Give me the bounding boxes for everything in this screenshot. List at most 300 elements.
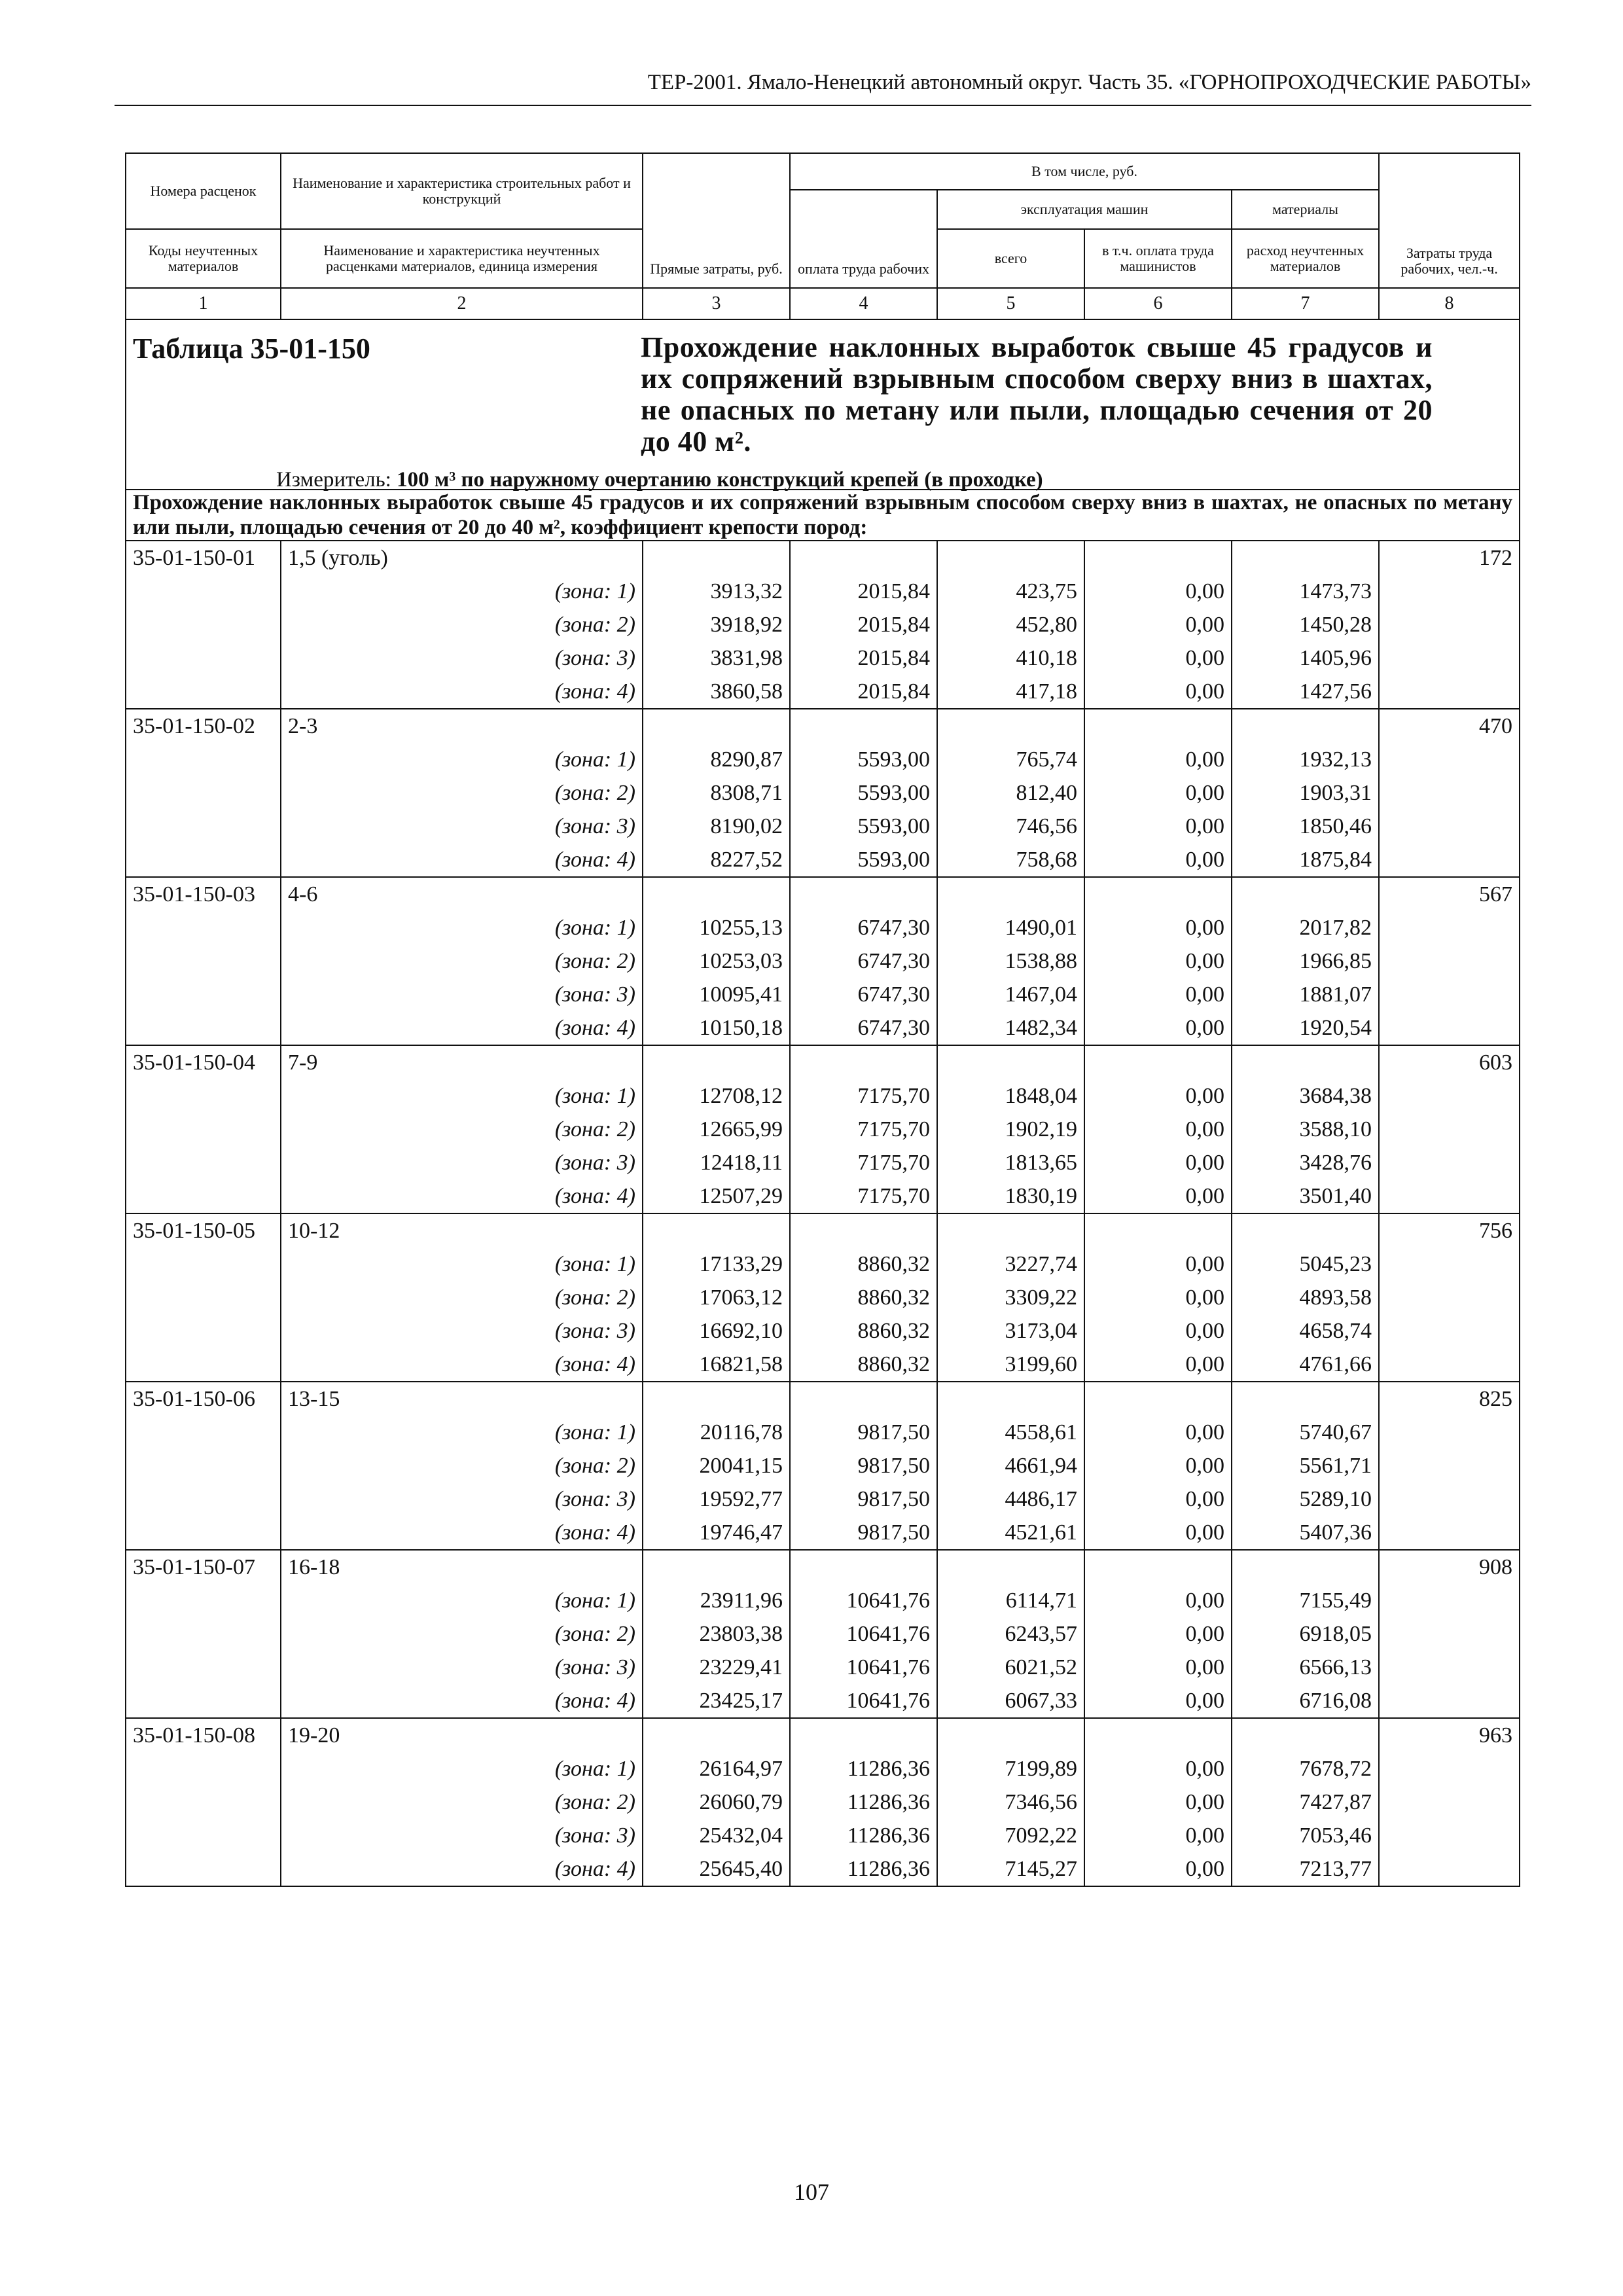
empty-cell — [1232, 1382, 1379, 1416]
zone-row — [126, 776, 1520, 810]
machines-total: 1538,88 — [937, 944, 1084, 978]
empty-cell — [1379, 575, 1520, 608]
materials-cost: 1920,54 — [1232, 1011, 1379, 1045]
empty-cell — [126, 1281, 281, 1314]
machinist-wages: 0,00 — [1084, 911, 1232, 944]
labor-hours: 825 — [1379, 1382, 1520, 1416]
empty-cell — [126, 1482, 281, 1516]
zone-label: (зона: 4) — [281, 843, 643, 877]
unaccounted-materials-header: расход неучтенных материалов — [1232, 229, 1379, 288]
zone-label: (зона: 2) — [281, 1281, 643, 1314]
materials-cost: 5045,23 — [1232, 1247, 1379, 1281]
empty-cell — [1379, 743, 1520, 776]
labor-hours: 756 — [1379, 1213, 1520, 1247]
machines-total: 746,56 — [937, 810, 1084, 843]
empty-cell — [1084, 1045, 1232, 1079]
empty-cell — [1379, 944, 1520, 978]
zone-row — [126, 675, 1520, 709]
machinist-wages: 0,00 — [1084, 1449, 1232, 1482]
machines-total: 4486,17 — [937, 1482, 1084, 1516]
column-number: 3 — [643, 288, 790, 319]
worker-wages: 11286,36 — [790, 1852, 937, 1886]
machinist-wages: 0,00 — [1084, 1684, 1232, 1718]
empty-cell — [1379, 843, 1520, 877]
zone-row — [126, 1617, 1520, 1651]
zone-row — [126, 1752, 1520, 1785]
worker-wages: 9817,50 — [790, 1482, 937, 1516]
machinist-wages: 0,00 — [1084, 978, 1232, 1011]
materials-cost: 3501,40 — [1232, 1179, 1379, 1213]
labor-hours: 172 — [1379, 541, 1520, 575]
empty-cell — [790, 1382, 937, 1416]
empty-cell — [126, 944, 281, 978]
materials-cost: 6918,05 — [1232, 1617, 1379, 1651]
rate-row — [126, 877, 1520, 911]
materials-cost: 4658,74 — [1232, 1314, 1379, 1348]
worker-wages: 7175,70 — [790, 1179, 937, 1213]
direct-cost: 23911,96 — [643, 1584, 790, 1617]
zone-row — [126, 843, 1520, 877]
zone-label: (зона: 2) — [281, 776, 643, 810]
direct-cost: 10255,13 — [643, 911, 790, 944]
direct-cost: 8290,87 — [643, 743, 790, 776]
direct-cost: 20116,78 — [643, 1416, 790, 1449]
worker-wages: 9817,50 — [790, 1416, 937, 1449]
machines-total: 1482,34 — [937, 1011, 1084, 1045]
rate-code: 35-01-150-03 — [126, 877, 281, 911]
empty-cell — [126, 1113, 281, 1146]
machinist-wages: 0,00 — [1084, 1819, 1232, 1852]
zone-label: (зона: 3) — [281, 641, 643, 675]
rate-code: 35-01-150-05 — [126, 1213, 281, 1247]
machinist-wages: 0,00 — [1084, 675, 1232, 709]
empty-cell — [643, 877, 790, 911]
empty-cell — [1379, 1684, 1520, 1718]
empty-cell — [1084, 541, 1232, 575]
empty-cell — [1232, 1550, 1379, 1584]
empty-cell — [937, 541, 1084, 575]
machines-total: 6021,52 — [937, 1651, 1084, 1684]
materials-cost: 1903,31 — [1232, 776, 1379, 810]
zone-label: (зона: 2) — [281, 1785, 643, 1819]
zone-row — [126, 1113, 1520, 1146]
worker-wages: 2015,84 — [790, 675, 937, 709]
rate-name: 16-18 — [281, 1550, 643, 1584]
empty-cell — [790, 877, 937, 911]
direct-cost: 16821,58 — [643, 1348, 790, 1382]
materials-cost: 1450,28 — [1232, 608, 1379, 641]
empty-cell — [126, 743, 281, 776]
column-number: 8 — [1379, 288, 1520, 319]
machinist-wages: 0,00 — [1084, 776, 1232, 810]
worker-wages: 5593,00 — [790, 843, 937, 877]
empty-cell — [1379, 1819, 1520, 1852]
zone-row — [126, 641, 1520, 675]
empty-cell — [126, 675, 281, 709]
direct-cost: 12507,29 — [643, 1179, 790, 1213]
worker-wages: 8860,32 — [790, 1281, 937, 1314]
materials-cost: 7213,77 — [1232, 1852, 1379, 1886]
empty-cell — [937, 709, 1084, 743]
materials-cost: 3428,76 — [1232, 1146, 1379, 1179]
zone-row — [126, 978, 1520, 1011]
empty-cell — [1379, 1584, 1520, 1617]
machines-total: 7199,89 — [937, 1752, 1084, 1785]
zone-row — [126, 911, 1520, 944]
rate-name: 10-12 — [281, 1213, 643, 1247]
column-number: 6 — [1084, 288, 1232, 319]
zone-label: (зона: 3) — [281, 1819, 643, 1852]
empty-cell — [126, 1179, 281, 1213]
zone-row — [126, 1852, 1520, 1886]
machinist-wages: 0,00 — [1084, 608, 1232, 641]
machinist-wages: 0,00 — [1084, 641, 1232, 675]
empty-cell — [790, 1213, 937, 1247]
worker-wages: 5593,00 — [790, 810, 937, 843]
worker-wages: 6747,30 — [790, 944, 937, 978]
empty-cell — [126, 641, 281, 675]
machines-total: 452,80 — [937, 608, 1084, 641]
machines-total: 4521,61 — [937, 1516, 1084, 1550]
empty-cell — [790, 541, 937, 575]
machines-total: 6114,71 — [937, 1584, 1084, 1617]
zone-row — [126, 743, 1520, 776]
machinist-wages: 0,00 — [1084, 1752, 1232, 1785]
direct-cost: 3860,58 — [643, 675, 790, 709]
machines-total: 410,18 — [937, 641, 1084, 675]
machines-total: 6067,33 — [937, 1684, 1084, 1718]
direct-cost: 12418,11 — [643, 1146, 790, 1179]
empty-cell — [790, 709, 937, 743]
machinist-wages: 0,00 — [1084, 1011, 1232, 1045]
empty-cell — [1379, 1852, 1520, 1886]
zone-label: (зона: 3) — [281, 1314, 643, 1348]
table-title: Прохождение наклонных выработок свыше 45 градусов и их сопряжений взрывным способом сверху вниз в шахтах, не опасных по метану или пыли, площадью сечения от 20 до 40 м². — [641, 331, 1433, 457]
rate-code: 35-01-150-02 — [126, 709, 281, 743]
zone-label: (зона: 3) — [281, 978, 643, 1011]
empty-cell — [126, 1247, 281, 1281]
machines-total: 7145,27 — [937, 1852, 1084, 1886]
worker-wages: 8860,32 — [790, 1314, 937, 1348]
machines-total: 758,68 — [937, 843, 1084, 877]
rate-row — [126, 541, 1520, 575]
worker-wages: 6747,30 — [790, 911, 937, 944]
machines-total: 7346,56 — [937, 1785, 1084, 1819]
zone-row — [126, 1819, 1520, 1852]
empty-cell — [1379, 1752, 1520, 1785]
direct-cost: 23425,17 — [643, 1684, 790, 1718]
empty-cell — [126, 1416, 281, 1449]
empty-cell — [1379, 641, 1520, 675]
labor-hours: 567 — [1379, 877, 1520, 911]
zone-row — [126, 944, 1520, 978]
direct-cost: 26164,97 — [643, 1752, 790, 1785]
empty-cell — [643, 1550, 790, 1584]
empty-cell — [1379, 1449, 1520, 1482]
zone-label: (зона: 2) — [281, 944, 643, 978]
materials-cost: 5561,71 — [1232, 1449, 1379, 1482]
rate-row — [126, 709, 1520, 743]
zone-row — [126, 1314, 1520, 1348]
empty-cell — [1379, 1146, 1520, 1179]
empty-cell — [1084, 877, 1232, 911]
machines-total: 423,75 — [937, 575, 1084, 608]
zone-label: (зона: 1) — [281, 1584, 643, 1617]
rate-row — [126, 1718, 1520, 1752]
labor-costs-header: Затраты труда рабочих, чел.-ч. — [1379, 153, 1520, 288]
worker-wages: 2015,84 — [790, 641, 937, 675]
empty-cell — [1379, 1247, 1520, 1281]
rate-row — [126, 1045, 1520, 1079]
zone-label: (зона: 4) — [281, 1011, 643, 1045]
worker-wages: 5593,00 — [790, 743, 937, 776]
empty-cell — [126, 810, 281, 843]
empty-cell — [1232, 541, 1379, 575]
materials-cost: 5289,10 — [1232, 1482, 1379, 1516]
empty-cell — [643, 541, 790, 575]
zone-label: (зона: 4) — [281, 1179, 643, 1213]
zone-label: (зона: 1) — [281, 911, 643, 944]
direct-cost: 12665,99 — [643, 1113, 790, 1146]
empty-cell — [790, 1045, 937, 1079]
col1-bottom-header: Коды неучтенных материалов — [126, 229, 281, 288]
rate-row — [126, 1550, 1520, 1584]
empty-cell — [126, 1617, 281, 1651]
zone-row — [126, 1482, 1520, 1516]
worker-wages: 2015,84 — [790, 608, 937, 641]
zone-row — [126, 1079, 1520, 1113]
materials-cost: 1405,96 — [1232, 641, 1379, 675]
worker-wages: 6747,30 — [790, 978, 937, 1011]
column-number: 4 — [790, 288, 937, 319]
machinist-wages: 0,00 — [1084, 1617, 1232, 1651]
materials-header: материалы — [1232, 190, 1379, 229]
direct-cost: 10095,41 — [643, 978, 790, 1011]
zone-label: (зона: 1) — [281, 1416, 643, 1449]
worker-wages: 10641,76 — [790, 1617, 937, 1651]
direct-cost: 8308,71 — [643, 776, 790, 810]
page-number: 107 — [794, 2179, 829, 2205]
direct-cost: 17063,12 — [643, 1281, 790, 1314]
materials-cost: 1473,73 — [1232, 575, 1379, 608]
col1-top-header: Номера расценок — [126, 153, 281, 229]
zone-row — [126, 810, 1520, 843]
empty-cell — [1379, 1113, 1520, 1146]
worker-wages: 7175,70 — [790, 1113, 937, 1146]
machines-total: 1902,19 — [937, 1113, 1084, 1146]
zone-row — [126, 1247, 1520, 1281]
empty-cell — [1379, 810, 1520, 843]
worker-wages: 11286,36 — [790, 1819, 937, 1852]
zone-label: (зона: 2) — [281, 1617, 643, 1651]
measure-label: Измеритель: — [276, 468, 391, 492]
zone-label: (зона: 4) — [281, 1852, 643, 1886]
empty-cell — [1379, 1785, 1520, 1819]
machines-total: 6243,57 — [937, 1617, 1084, 1651]
empty-cell — [1379, 911, 1520, 944]
worker-wages: 9817,50 — [790, 1449, 937, 1482]
materials-cost: 1427,56 — [1232, 675, 1379, 709]
empty-cell — [1379, 1079, 1520, 1113]
machines-total: 1830,19 — [937, 1179, 1084, 1213]
empty-cell — [937, 1718, 1084, 1752]
table-number: Таблица 35-01-150 — [133, 332, 370, 365]
column-number: 1 — [126, 288, 281, 319]
empty-cell — [1379, 1348, 1520, 1382]
zone-label: (зона: 3) — [281, 1482, 643, 1516]
empty-cell — [126, 575, 281, 608]
empty-cell — [126, 1516, 281, 1550]
machines-total-header: всего — [937, 229, 1084, 288]
machinist-wages: 0,00 — [1084, 944, 1232, 978]
empty-cell — [126, 1079, 281, 1113]
rate-row — [126, 1382, 1520, 1416]
empty-cell — [126, 1785, 281, 1819]
rate-code: 35-01-150-08 — [126, 1718, 281, 1752]
empty-cell — [1379, 978, 1520, 1011]
rate-code: 35-01-150-07 — [126, 1550, 281, 1584]
worker-wages: 9817,50 — [790, 1516, 937, 1550]
zone-row — [126, 1281, 1520, 1314]
empty-cell — [1379, 1281, 1520, 1314]
machines-total: 417,18 — [937, 675, 1084, 709]
worker-wages: 10641,76 — [790, 1651, 937, 1684]
empty-cell — [937, 1045, 1084, 1079]
empty-cell — [1379, 675, 1520, 709]
labor-hours: 603 — [1379, 1045, 1520, 1079]
machinist-wages: 0,00 — [1084, 1348, 1232, 1382]
materials-cost: 3684,38 — [1232, 1079, 1379, 1113]
materials-cost: 2017,82 — [1232, 911, 1379, 944]
col2-top-header: Наименование и характеристика строительных работ и конструкций — [281, 153, 643, 229]
machinist-wages: 0,00 — [1084, 1416, 1232, 1449]
direct-cost: 23803,38 — [643, 1617, 790, 1651]
zone-label: (зона: 3) — [281, 810, 643, 843]
zone-label: (зона: 3) — [281, 1651, 643, 1684]
machinist-wages: 0,00 — [1084, 1651, 1232, 1684]
machines-total: 4661,94 — [937, 1449, 1084, 1482]
zone-row — [126, 1684, 1520, 1718]
empty-cell — [1232, 1718, 1379, 1752]
machinist-wages: 0,00 — [1084, 1247, 1232, 1281]
machinist-wages: 0,00 — [1084, 575, 1232, 608]
empty-cell — [1379, 1482, 1520, 1516]
empty-cell — [126, 1752, 281, 1785]
direct-cost: 3913,32 — [643, 575, 790, 608]
empty-cell — [126, 1684, 281, 1718]
direct-cost: 10253,03 — [643, 944, 790, 978]
zone-label: (зона: 4) — [281, 1684, 643, 1718]
worker-wages: 11286,36 — [790, 1752, 937, 1785]
materials-cost: 5407,36 — [1232, 1516, 1379, 1550]
zone-row — [126, 1348, 1520, 1382]
empty-cell — [126, 1348, 281, 1382]
materials-cost: 7427,87 — [1232, 1785, 1379, 1819]
materials-cost: 1932,13 — [1232, 743, 1379, 776]
machines-total: 1490,01 — [937, 911, 1084, 944]
empty-cell — [126, 978, 281, 1011]
zone-row — [126, 1011, 1520, 1045]
rates-table — [125, 152, 1520, 1887]
machines-total: 7092,22 — [937, 1819, 1084, 1852]
empty-cell — [1084, 1213, 1232, 1247]
zone-label: (зона: 1) — [281, 1247, 643, 1281]
rate-code: 35-01-150-06 — [126, 1382, 281, 1416]
worker-wages: 7175,70 — [790, 1146, 937, 1179]
direct-costs-header: Прямые затраты, руб. — [643, 153, 790, 288]
empty-cell — [1379, 1516, 1520, 1550]
direct-cost: 19746,47 — [643, 1516, 790, 1550]
zone-label: (зона: 4) — [281, 675, 643, 709]
col2-bottom-header: Наименование и характеристика неучтенных расценками материалов, единица измерения — [281, 229, 643, 288]
worker-wages: 6747,30 — [790, 1011, 937, 1045]
section-heading: Прохождение наклонных выработок свыше 45 градусов и их сопряжений взрывным способом сверху вниз в шахтах, не опасных по метану или пыли, площадью сечения от 20 до 40 м², коэффициент крепости пород: — [126, 490, 1520, 541]
materials-cost: 5740,67 — [1232, 1416, 1379, 1449]
zone-label: (зона: 1) — [281, 743, 643, 776]
direct-cost: 23229,41 — [643, 1651, 790, 1684]
column-number: 2 — [281, 288, 643, 319]
empty-cell — [1084, 1718, 1232, 1752]
empty-cell — [937, 1382, 1084, 1416]
empty-cell — [126, 843, 281, 877]
direct-cost: 26060,79 — [643, 1785, 790, 1819]
zone-label: (зона: 2) — [281, 1113, 643, 1146]
empty-cell — [1232, 709, 1379, 743]
machinist-wages: 0,00 — [1084, 1146, 1232, 1179]
materials-cost: 1881,07 — [1232, 978, 1379, 1011]
measure-value: 100 м³ по наружному очертанию конструкций крепей (в проходке) — [397, 468, 1043, 492]
header-rule — [115, 105, 1531, 106]
materials-cost: 4761,66 — [1232, 1348, 1379, 1382]
direct-cost: 3831,98 — [643, 641, 790, 675]
empty-cell — [1379, 1179, 1520, 1213]
wages-header: оплата труда рабочих — [790, 190, 937, 288]
empty-cell — [126, 911, 281, 944]
empty-cell — [1379, 1314, 1520, 1348]
zone-label: (зона: 4) — [281, 1516, 643, 1550]
empty-cell — [126, 1651, 281, 1684]
rate-name: 19-20 — [281, 1718, 643, 1752]
zone-label: (зона: 1) — [281, 575, 643, 608]
direct-cost: 20041,15 — [643, 1449, 790, 1482]
machines-total: 812,40 — [937, 776, 1084, 810]
zone-row — [126, 1146, 1520, 1179]
machinist-wages: 0,00 — [1084, 1179, 1232, 1213]
table-caption — [126, 319, 1520, 490]
direct-cost: 25432,04 — [643, 1819, 790, 1852]
rate-name: 4-6 — [281, 877, 643, 911]
zone-label: (зона: 2) — [281, 1449, 643, 1482]
worker-wages: 2015,84 — [790, 575, 937, 608]
materials-cost: 1966,85 — [1232, 944, 1379, 978]
machines-header: эксплуатация машин — [937, 190, 1232, 229]
worker-wages: 8860,32 — [790, 1247, 937, 1281]
machinist-wages: 0,00 — [1084, 1584, 1232, 1617]
empty-cell — [126, 608, 281, 641]
direct-cost: 16692,10 — [643, 1314, 790, 1348]
measure-unit — [276, 468, 1043, 492]
rate-row — [126, 1213, 1520, 1247]
materials-cost: 1875,84 — [1232, 843, 1379, 877]
direct-cost: 8190,02 — [643, 810, 790, 843]
materials-cost: 7678,72 — [1232, 1752, 1379, 1785]
column-number: 5 — [937, 288, 1084, 319]
machines-total: 3199,60 — [937, 1348, 1084, 1382]
empty-cell — [126, 1852, 281, 1886]
worker-wages: 10641,76 — [790, 1584, 937, 1617]
machines-total: 1467,04 — [937, 978, 1084, 1011]
labor-hours: 470 — [1379, 709, 1520, 743]
